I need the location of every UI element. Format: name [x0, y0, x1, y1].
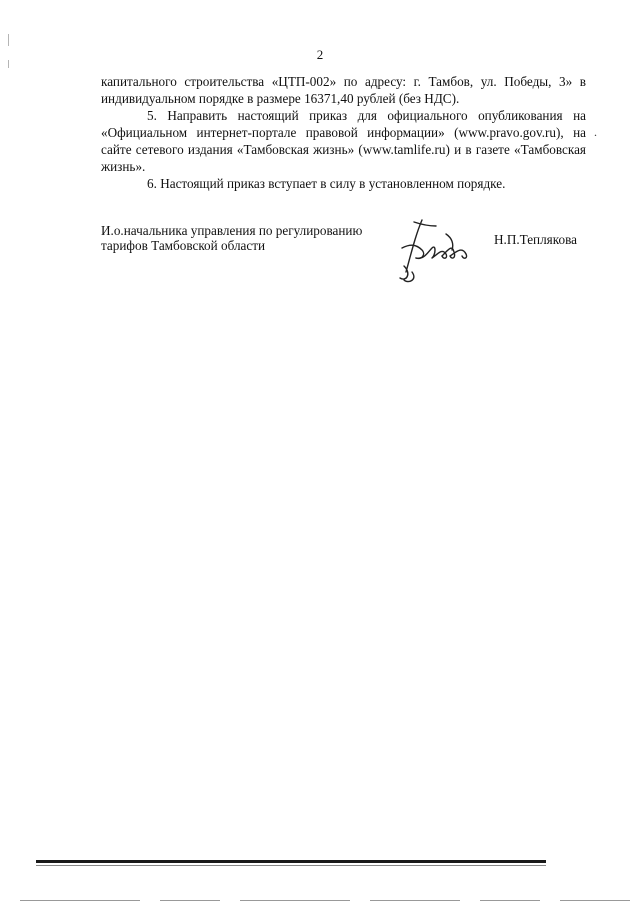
scan-artifact-line: [370, 900, 460, 901]
handwritten-signature: [392, 214, 476, 286]
paragraph-5: 5. Направить настоящий приказ для официального опубликования на «Официальном интернет-портале правовой информации» (www.pravo.gov.ru), на сайте сетевого издания «Тамбовская жизнь» (www.tamlife.ru) и в газете «Тамбовская жизнь».: [101, 108, 586, 174]
scan-artifact-line: [560, 900, 630, 901]
scan-artifact-line: [480, 900, 540, 901]
signer-position-line2: тарифов Тамбовской области: [101, 238, 266, 253]
footer-divider: [36, 860, 546, 863]
page-number: 2: [316, 47, 324, 62]
scan-artifact-line: [20, 900, 140, 901]
scan-artifact-line: [160, 900, 220, 901]
scan-margin-mark: [8, 34, 9, 46]
paragraph-continuation: капитального строительства «ЦТП-002» по адресу: г. Тамбов, ул. Победы, 3» в индивидуальном порядке в размере 16371,40 рублей (без НДС).: [101, 74, 586, 106]
footer-divider-thin: [36, 865, 546, 866]
document-body: [101, 73, 586, 192]
paragraph-6: 6. Настоящий приказ вступает в силу в установленном порядке.: [147, 176, 506, 191]
signer-position-line1: И.о.начальника управления по регулированию: [101, 223, 363, 238]
signer-name: Н.П.Теплякова: [494, 232, 577, 247]
scan-artifact-line: [240, 900, 350, 901]
stray-mark: .: [594, 125, 597, 139]
signer-position: [101, 223, 401, 253]
